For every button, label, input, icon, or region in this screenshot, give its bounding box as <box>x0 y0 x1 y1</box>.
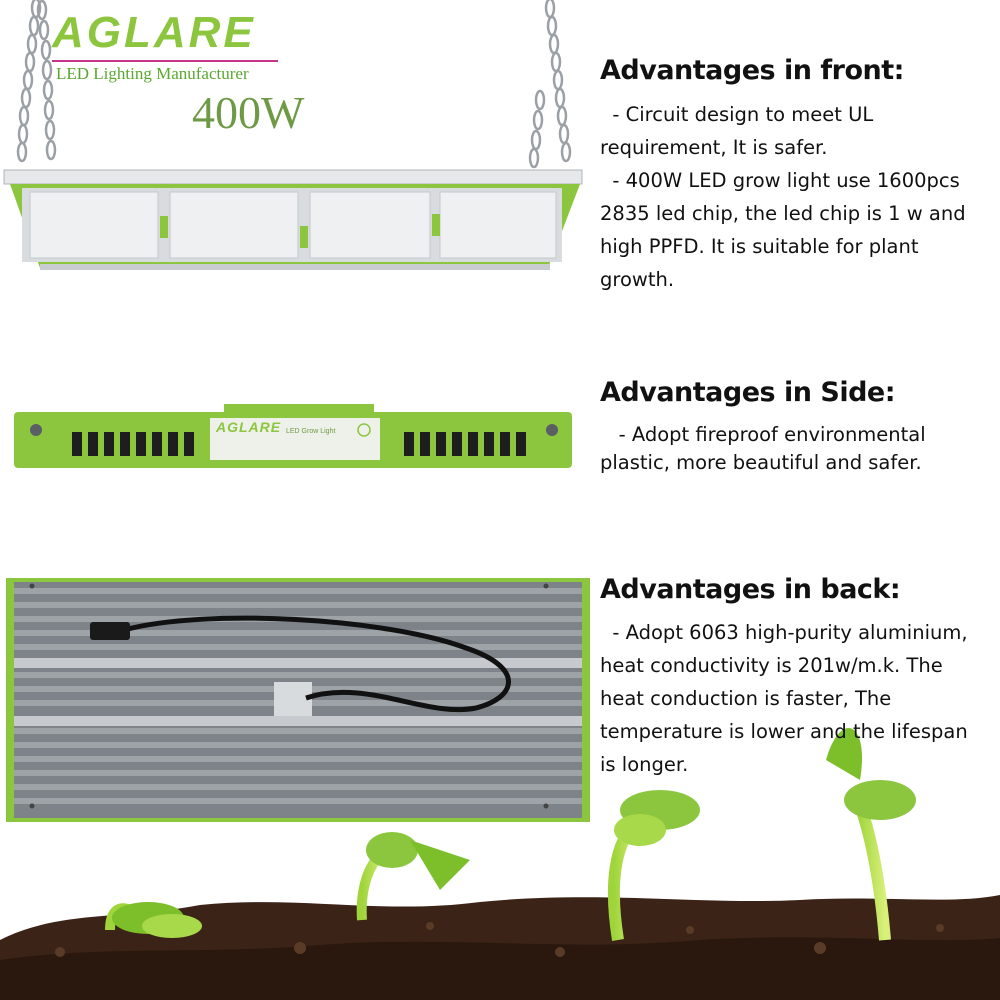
back-line: heat conductivity is 201w/m.k. The <box>600 654 943 677</box>
logo-wordmark: AGLARE <box>52 8 256 57</box>
left-inner-chain <box>32 0 62 175</box>
logo-tagline: LED Lighting Manufacturer <box>56 64 249 83</box>
side-label-product: LED Grow Light <box>286 428 336 435</box>
front-line: requirement, It is safer. <box>600 136 828 159</box>
front-line: 2835 led chip, the led chip is 1 w and <box>600 202 966 225</box>
side-label-brand: AGLARE <box>216 419 282 435</box>
back-line: temperature is lower and the lifespan <box>600 720 968 743</box>
front-line: growth. <box>600 268 675 291</box>
front-line: high PPFD. It is suitable for plant <box>600 235 919 258</box>
side-line: - Adopt fireproof environmental <box>600 423 926 446</box>
front-advantages-text <box>600 98 995 296</box>
back-line: - Adopt 6063 high-purity aluminium, <box>600 621 968 644</box>
brand-logo <box>52 8 292 83</box>
back-line: heat conduction is faster, The <box>600 687 892 710</box>
side-advantages-text <box>600 421 995 477</box>
front-line: - 400W LED grow light use 1600pcs <box>600 169 960 192</box>
back-advantages-heading: Advantages in back: <box>600 574 901 605</box>
front-line: - Circuit design to meet UL <box>600 103 874 126</box>
side-line: plastic, more beautiful and safer. <box>600 451 922 474</box>
back-advantages-text <box>600 616 995 781</box>
side-advantages-heading: Advantages in Side: <box>600 377 896 408</box>
logo-underline <box>52 60 278 62</box>
front-advantages-heading: Advantages in front: <box>600 55 904 86</box>
grow-light-side-image <box>14 404 574 470</box>
wattage-label: 400W <box>192 87 305 138</box>
right-hanging-chain <box>520 0 590 180</box>
grow-light-front-image <box>0 160 590 280</box>
back-line: is longer. <box>600 753 689 776</box>
